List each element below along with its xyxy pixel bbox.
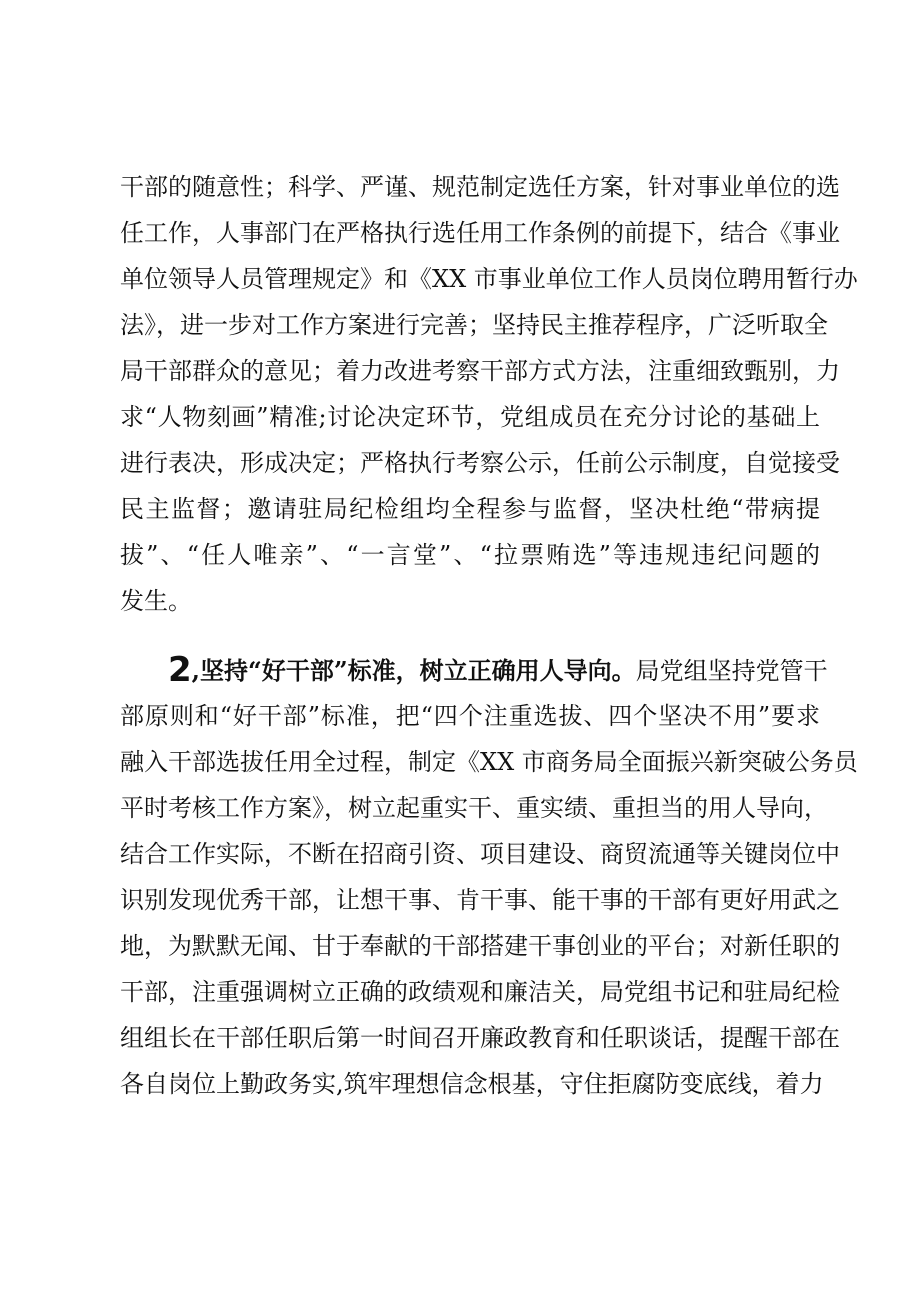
- paragraph-1-line-2: 任工作，人事部门在严格执行选任用工作条例的前提下，结合《事业: [120, 219, 840, 247]
- section-2-line-2: 部原则和“好干部”标准，把“四个注重选拔、四个坚决不用”要求: [120, 702, 820, 730]
- paragraph-1-line-1: 干部的随意性；科学、严谨、规范制定选任方案，针对事业单位的选: [120, 173, 840, 201]
- section-2-first-line-rest: 局党组坚持党管干: [635, 657, 828, 685]
- paragraph-1-line-5: 局干部群众的意见；着力改进考察干部方式方法，注重细致甄别，力: [120, 357, 840, 385]
- paragraph-1-line-6: 求“人物刻画”精准;讨论决定环节，党组成员在充分讨论的基础上: [120, 403, 820, 431]
- section-2-line-7: 地，为默默无闻、甘于奉献的干部搭建干事创业的平台；对新任职的: [120, 932, 840, 960]
- section-2-line-9: 组组长在干部任职后第一时间召开廉政教育和任职谈话，提醒干部在: [120, 1024, 840, 1052]
- section-2-line-4: 平时考核工作方案》，树立起重实干、重实绩、重担当的用人导向，: [120, 794, 828, 822]
- section-2-line-8: 干部，注重强调树立正确的政绩观和廉洁关，局党组书记和驻局纪检: [120, 978, 840, 1006]
- section-2-first-line: [168, 647, 828, 693]
- paragraph-1-line-4: 法》，进一步对工作方案进行完善；坚持民主推荐程序，广泛听取全: [120, 311, 828, 339]
- paragraph-1-line-10: 发生。: [120, 587, 192, 615]
- paragraph-1-line-9: 拔”、“任人唯亲”、“一言堂”、“拉票贿选”等违规违纪问题的: [120, 541, 820, 569]
- section-2-heading: ,坚持“好干部”标准，树立正确用人导向。: [191, 656, 636, 685]
- section-2-line-6: 识别发现优秀干部，让想干事、肯干事、能干事的干部有更好用武之: [120, 886, 840, 914]
- section-2-line-10: 各自岗位上勤政务实,筑牢理想信念根基，守住拒腐防变底线，着力: [120, 1070, 824, 1098]
- section-2-line-3: 融入干部选拔任用全过程，制定《XX 市商务局全面振兴新突破公务员: [120, 748, 858, 776]
- paragraph-1-line-8: 民主监督；邀请驻局纪检组均全程参与监督，坚决杜绝“带病提: [120, 495, 820, 523]
- paragraph-1-line-3: 单位领导人员管理规定》和《XX 市事业单位工作人员岗位聘用暂行办: [120, 265, 858, 293]
- paragraph-1-line-7: 进行表决，形成决定；严格执行考察公示，任前公示制度，自觉接受: [120, 449, 840, 477]
- section-2-number: 2: [168, 650, 192, 690]
- section-2-line-5: 结合工作实际，不断在招商引资、项目建设、商贸流通等关键岗位中: [120, 840, 840, 868]
